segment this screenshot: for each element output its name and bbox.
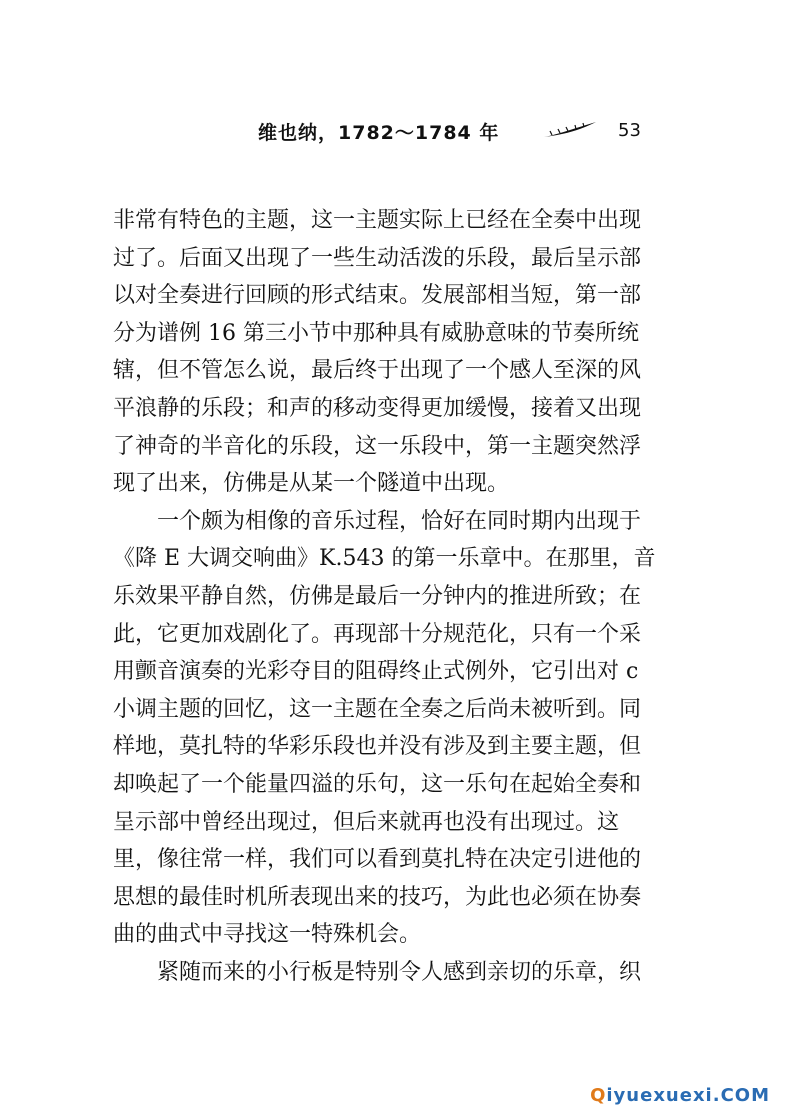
text-line: 样地，莫扎特的华彩乐段也并没有涉及到主要主题，但 <box>113 734 642 760</box>
text-line: 辖，但不管怎么说，最后终于出现了一个感人至深的风 <box>113 358 642 384</box>
running-title: 维也纳，1782～1784 年 <box>258 122 500 144</box>
text-line: 平浪静的乐段；和声的移动变得更加缓慢，接着又出现 <box>113 395 642 421</box>
page-header <box>258 118 678 148</box>
text-line: 非常有特色的主题，这一主题实际上已经在全奏中出现 <box>113 208 642 233</box>
text-line: 《降 E 大调交响曲》K.543 的第一乐章中。在那里，音 <box>113 546 656 572</box>
body-text <box>113 202 683 991</box>
watermark <box>590 1085 770 1106</box>
text-line: 分为谱例 16 第三小节中那种具有威胁意味的节奏所统 <box>113 320 639 346</box>
text-line: 现了出来，仿佛是从某一个隧道中出现。 <box>113 471 510 497</box>
text-line: 小调主题的回忆，这一主题在全奏之后尚未被听到。同 <box>113 696 642 722</box>
page-number: 53 <box>618 120 641 141</box>
feather-ornament-icon <box>542 120 598 140</box>
text-line: 此，它更加戏剧化了。再现部十分规范化，只有一个采 <box>113 621 642 647</box>
watermark-lead: Q <box>590 1085 607 1106</box>
paragraph-start-line: 一个颇为相像的音乐过程，恰好在同时期内出现于 <box>157 508 642 534</box>
text-line: 过了。后面又出现了一些生动活泼的乐段，最后呈示部 <box>113 245 642 271</box>
text-line: 曲的曲式中寻找这一特殊机会。 <box>113 922 422 948</box>
text-line: 用颤音演奏的光彩夺目的阻碍终止式例外，它引出对 c <box>113 659 639 685</box>
watermark-rest: iyuexuexi.COM <box>606 1085 770 1106</box>
text-line: 乐效果平静自然，仿佛是最后一分钟内的推进所致；在 <box>113 583 642 609</box>
paragraph-start-line: 紧随而来的小行板是特别令人感到亲切的乐章，织 <box>157 959 642 985</box>
text-line: 里，像往常一样，我们可以看到莫扎特在决定引进他的 <box>113 847 642 873</box>
text-line: 了神奇的半音化的乐段，这一乐段中，第一主题突然浮 <box>113 433 642 459</box>
text-line: 思想的最佳时机所表现出来的技巧，为此也必须在协奏 <box>113 884 642 910</box>
text-line: 呈示部中曾经出现过，但后来就再也没有出现过。这 <box>113 809 620 835</box>
text-line: 以对全奏进行回顾的形式结束。发展部相当短，第一部 <box>113 283 642 309</box>
text-line: 却唤起了一个能量四溢的乐句，这一乐句在起始全奏和 <box>113 771 642 797</box>
